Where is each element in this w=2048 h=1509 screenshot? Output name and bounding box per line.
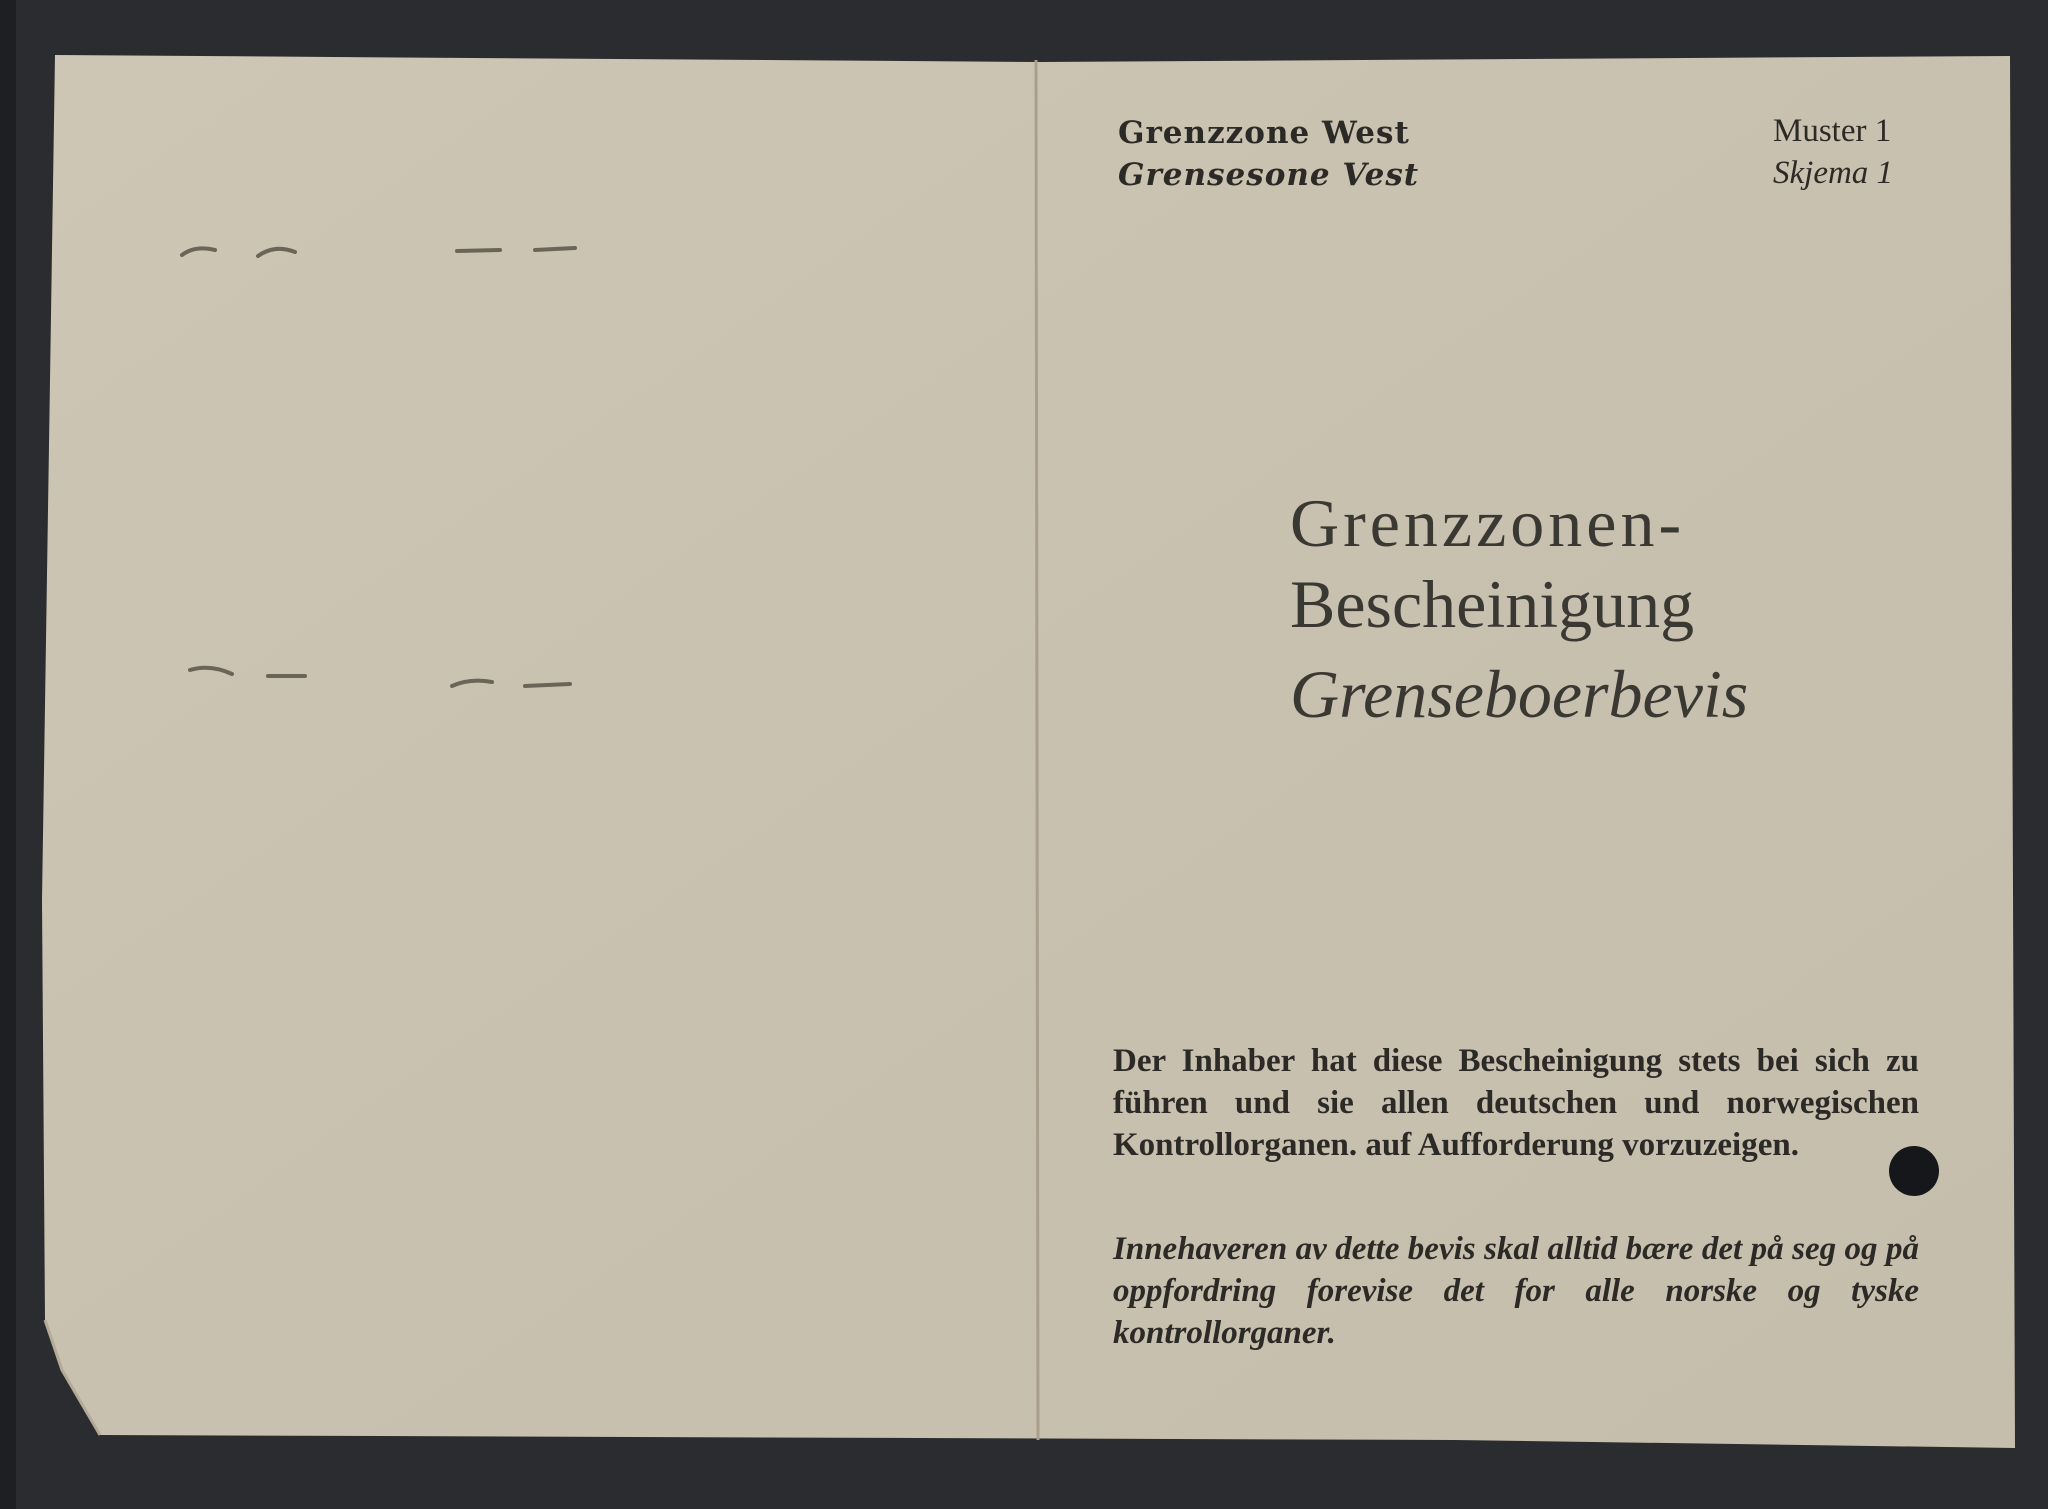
punch-hole [1889,1146,1939,1196]
document-title-line2: Bescheinigung [1290,566,1695,642]
document-title-norwegian: Grenseboerbevis [1290,656,1749,732]
zone-title-norwegian: Grensesone Vest [1118,157,1420,193]
model-number-german: Muster 1 [1773,113,1892,149]
fold-line [1036,60,1038,1440]
notice-german: Der Inhaber hat diese Bescheinigung stets bei sich zu führen und sie allen deutschen und norwegischen Kontrollorganen. auf Aufforderung vorzuzeigen. [1113,1043,1919,1163]
binder-edge [0,0,16,1509]
model-number-norwegian: Skjema 1 [1773,155,1894,191]
notice-norwegian: Innehaveren av dette bevis skal alltid bære det på seg og på oppfordring forevise det for alle norske og tyske kontrollorganer. [1113,1231,1919,1351]
zone-title-german: Grenzzone West [1118,115,1410,151]
document-title-line1: Grenzzonen- [1290,485,1686,561]
